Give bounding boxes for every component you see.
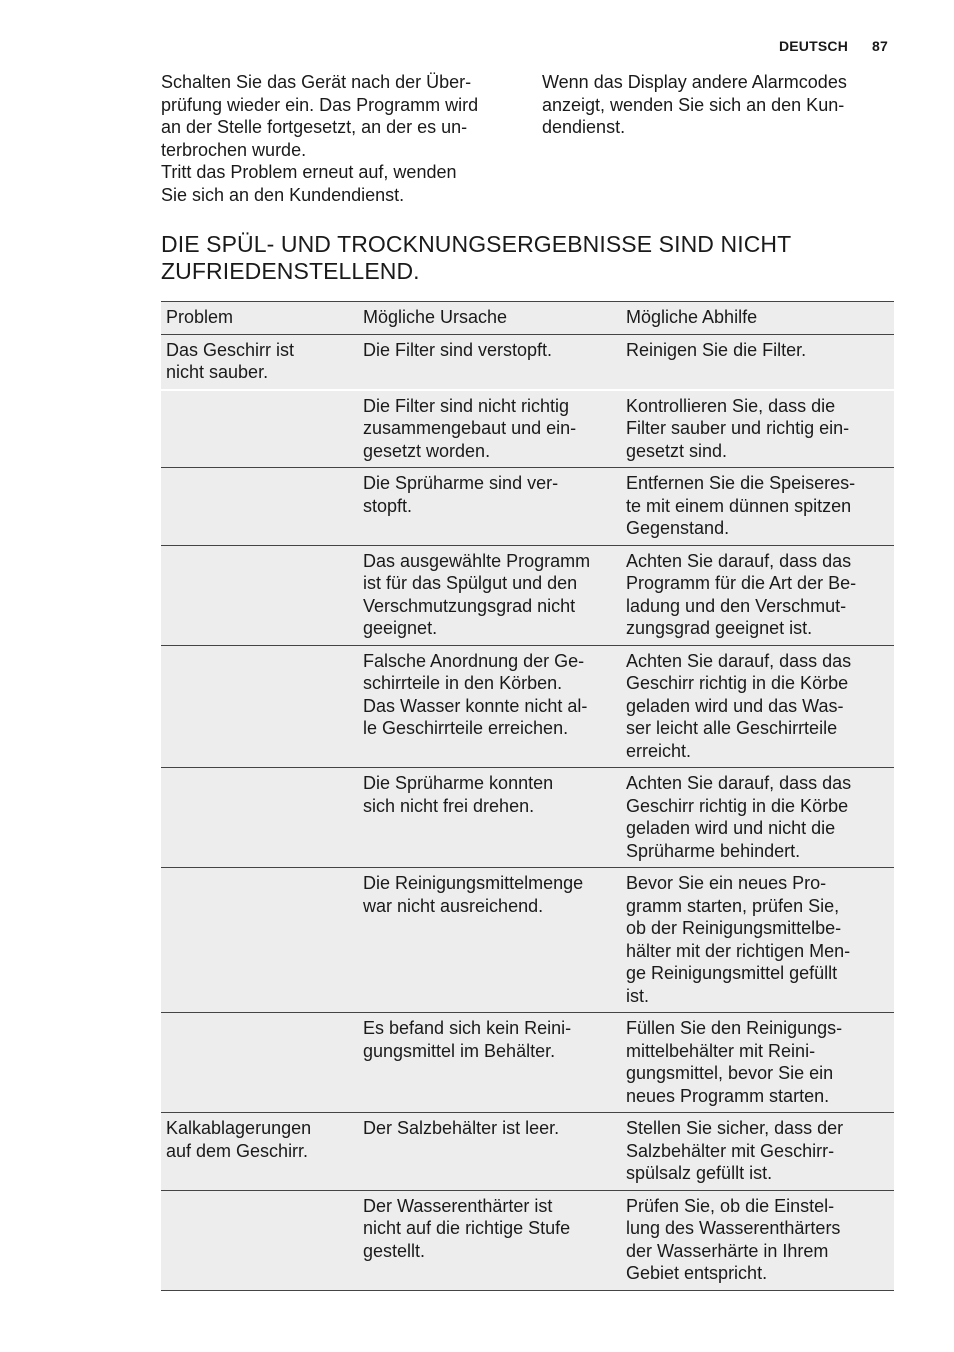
intro-right-paragraph: Wenn das Display andere Alarmcodes anzeigt, wenden Sie sich an den Kun- dendienst.	[542, 72, 847, 137]
cell-problem	[161, 1013, 358, 1113]
cell-remedy: Achten Sie darauf, dass das Geschirr richtig in die Körbe geladen wird und das Was- ser leicht alle Geschirrteile erreicht.	[626, 650, 852, 761]
table-row	[161, 1013, 894, 1113]
cell-cause: Das ausgewählte Programm ist für das Spülgut und den Verschmutzungsgrad nicht geeignet.	[363, 550, 591, 638]
cell-problem	[161, 1190, 358, 1290]
cell-remedy: Kontrollieren Sie, dass die Filter sauber und richtig ein- gesetzt sind.	[626, 395, 850, 461]
table-row	[161, 645, 894, 768]
cell-problem	[161, 545, 358, 645]
cell-remedy: Prüfen Sie, ob die Einstel- lung des Wasserenthärters der Wasserhärte in Ihrem Gebiet entspricht.	[626, 1195, 841, 1283]
cell-remedy: Achten Sie darauf, dass das Programm für die Art der Be- ladung und den Verschmut- zungsgrad geeignet ist.	[626, 550, 857, 638]
cell-cause: Der Wasserenthärter ist nicht auf die richtige Stufe gestellt.	[363, 1195, 571, 1261]
header-problem: Problem	[166, 307, 234, 327]
cell-cause: Falsche Anordnung der Ge- schirrteile in den Körben. Das Wasser konnte nicht al- le Geschirrteile erreichen.	[363, 650, 588, 738]
cell-problem	[161, 645, 358, 768]
table-row	[161, 545, 894, 645]
cell-problem	[161, 468, 358, 546]
table-row	[161, 768, 894, 868]
section-title: DIE SPÜL- UND TROCKNUNGSERGEBNISSE SIND NICHT ZUFRIEDENSTELLEND.	[161, 231, 792, 284]
cell-cause: Es befand sich kein Reini- gungsmittel im Behälter.	[363, 1018, 572, 1061]
troubleshooting-table	[161, 301, 894, 1291]
table-row	[161, 468, 894, 546]
cell-cause: Die Filter sind verstopft.	[363, 339, 553, 360]
table-header-row	[161, 302, 894, 335]
cell-problem	[161, 768, 358, 868]
intro-left-paragraph: Schalten Sie das Gerät nach der Über- prüfung wieder ein. Das Programm wird an der Stelle fortgesetzt, an der es un- terbrochen wurde. Tritt das Problem erneut auf, wenden Sie sich an den Kundendienst.	[161, 72, 479, 205]
cell-cause: Die Reinigungsmittelmenge war nicht ausreichend.	[363, 873, 584, 916]
cell-remedy: Entfernen Sie die Speiseres- te mit einem dünnen spitzen Gegenstand.	[626, 473, 856, 538]
intro-left-column	[161, 71, 517, 206]
cell-cause: Die Sprüharme konnten sich nicht frei drehen.	[363, 773, 554, 816]
cell-problem: Kalkablagerungen auf dem Geschirr.	[166, 1118, 312, 1161]
table-row	[161, 334, 894, 390]
header-cause: Mögliche Ursache	[363, 307, 508, 327]
cell-problem: Das Geschirr ist nicht sauber.	[166, 339, 295, 382]
cell-remedy: Bevor Sie ein neues Pro- gramm starten, prüfen Sie, ob der Reinigungsmittelbe- hälter mit der richtigen Men- ge Reinigungsmittel gefüllt ist.	[626, 873, 851, 1006]
cell-remedy: Füllen Sie den Reinigungs- mittelbehälter mit Reini- gungsmittel, bevor Sie ein neues Programm starten.	[626, 1018, 843, 1106]
table-row	[161, 1113, 894, 1191]
intro-right-column	[542, 71, 894, 206]
cell-cause: Der Salzbehälter ist leer.	[363, 1118, 560, 1138]
cell-problem	[161, 868, 358, 1013]
table-row	[161, 868, 894, 1013]
cell-remedy: Stellen Sie sicher, dass der Salzbehälter mit Geschirr- spülsalz gefüllt ist.	[626, 1118, 844, 1183]
table-row	[161, 1190, 894, 1290]
cell-remedy: Reinigen Sie die Filter.	[626, 339, 807, 360]
cell-remedy: Achten Sie darauf, dass das Geschirr richtig in die Körbe geladen wird und nicht die Sprüharme behindert.	[626, 773, 852, 861]
cell-problem	[161, 390, 358, 468]
table-row	[161, 390, 894, 468]
cell-cause: Die Filter sind nicht richtig zusammengebaut und ein- gesetzt worden.	[363, 395, 577, 461]
header-remedy: Mögliche Abhilfe	[626, 307, 758, 327]
page-header	[779, 38, 888, 54]
page-number: 87	[872, 38, 888, 54]
header-language: DEUTSCH	[778, 38, 849, 54]
cell-cause: Die Sprüharme sind ver- stopft.	[363, 473, 559, 516]
intro-text	[161, 71, 894, 206]
